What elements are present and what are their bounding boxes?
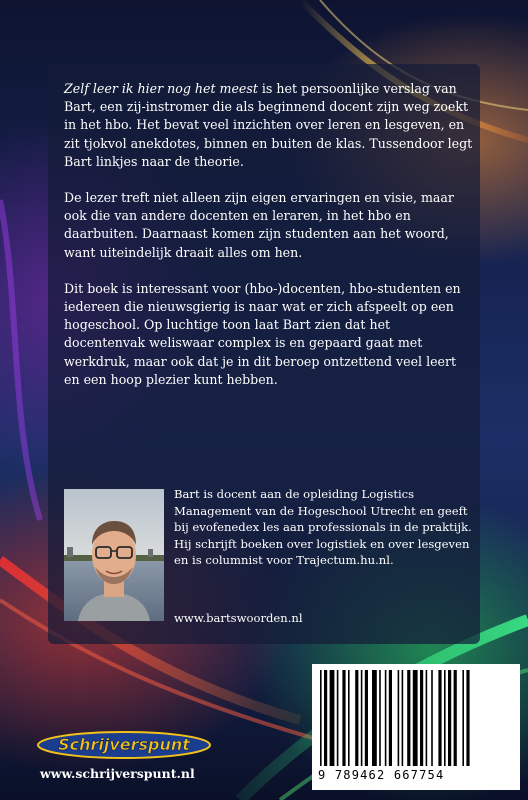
barcode-bar (361, 670, 363, 766)
blurb-paragraph-3: Dit boek is interessant voor (hbo-)docenten, hbo-studenten en iedereen die nieuwsgierig is naar wat er zich afspeelt op een hogeschool. Op luchtige toon laat Bart zien dat het docentenvak weliswaar complex is en gepaard gaat met werkdruk, maar ook dat je in dit beroep ontzettend veel leert en een hoop plezier kunt hebben. (64, 280, 461, 387)
author-bio-text: Bart is docent aan de opleiding Logistics Management van de Hogeschool Utrecht en geeft bij evofenedex les aan professionals in de praktijk. Hij schrijft boeken over logistiek en over lesgeven en is columnist voor Trajectum.hu.nl. (174, 487, 472, 568)
barcode-bar (402, 670, 404, 766)
blurb-text (64, 80, 474, 407)
barcode-bar (448, 670, 451, 766)
barcode-bar (420, 670, 423, 766)
blurb-paragraph-2: De lezer treft niet alleen zijn eigen ervaringen en visie, maar ook die van andere docenten en leraren, in het hbo en daarbuiten. Daarnaast komen zijn studenten aan het woord, want uiteindelijk draait alles om hen. (64, 190, 454, 260)
barcode-bar (342, 670, 345, 766)
isbn-number: 9 789462 667754 (318, 768, 445, 782)
author-photo (64, 489, 164, 621)
barcode-bar (407, 670, 410, 766)
barcode-bar (413, 670, 418, 766)
author-website: www.bartswoorden.nl (174, 611, 303, 625)
barcode-bar (365, 670, 368, 766)
barcode-bar (462, 670, 464, 766)
barcode-bar (320, 670, 322, 766)
barcode-bar (438, 670, 441, 766)
author-bio (174, 486, 474, 569)
barcode-bar (454, 670, 457, 766)
book-title: Zelf leer ik hier nog het meest (64, 81, 258, 96)
barcode-bar (330, 670, 335, 766)
barcode-bar (398, 670, 400, 766)
barcode-bar (348, 670, 350, 766)
isbn-barcode (312, 664, 520, 790)
barcode-bars (316, 668, 516, 768)
barcode-bar (337, 670, 339, 766)
publisher-logo-text: Schrijverspunt (58, 735, 190, 754)
blurb-paragraph-1-text: is het persoonlijke verslag van Bart, een zij-instromer die als beginnend docent zijn weg zoekt in het hbo. Het bevat veel inzichten over leren en lesgeven, en zit tjokvol anekdotes, binnen en buiten de klas. Tussendoor legt Bart linkjes naar de theorie. (64, 81, 473, 169)
publisher-logo (36, 730, 216, 764)
barcode-bar (444, 670, 446, 766)
barcode-bar (324, 670, 327, 766)
barcode-bar (466, 670, 469, 766)
barcode-bar (355, 670, 358, 766)
publisher-url: www.schrijverspunt.nl (40, 766, 195, 781)
barcode-bar (426, 670, 428, 766)
barcode-bar (389, 670, 392, 766)
barcode-bar (372, 670, 377, 766)
blurb-paragraph-1 (64, 80, 474, 171)
barcode-bar (379, 670, 381, 766)
barcode-bar (385, 670, 387, 766)
barcode-bar (431, 670, 433, 766)
